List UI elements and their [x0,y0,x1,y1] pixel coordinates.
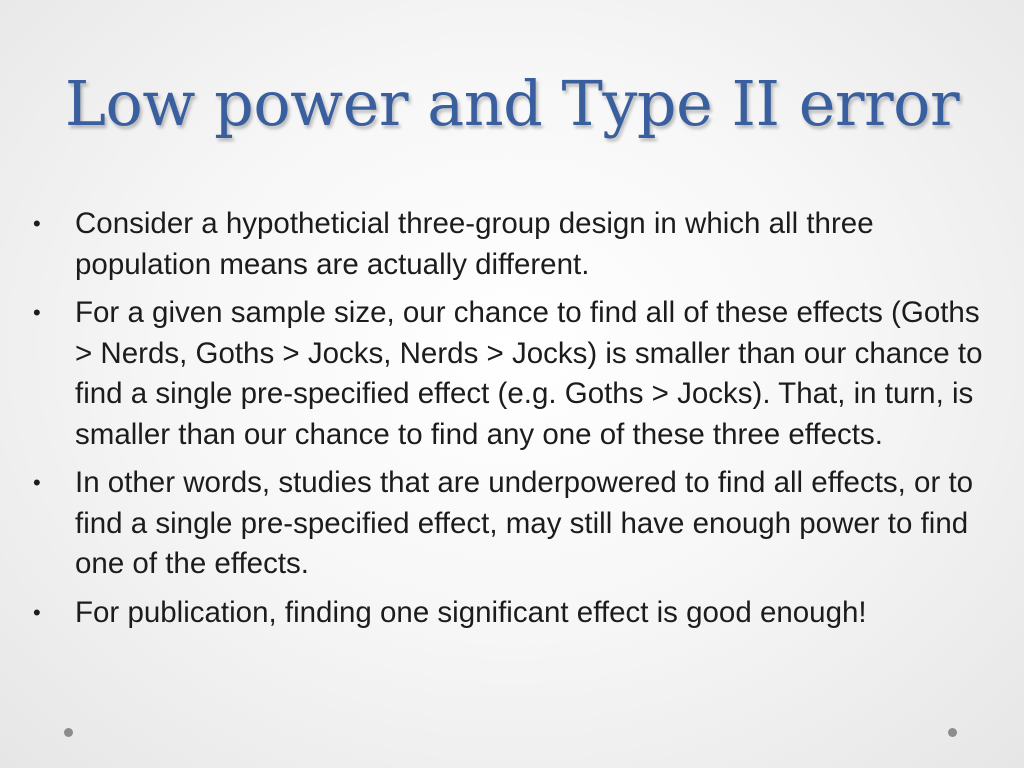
decorative-dot-left-icon [64,728,73,737]
bullet-item [30,204,990,285]
bullet-text: In other words, studies that are underpowered to find all effects, or to find a single pre-specified effect, may still have enough power to find one of the effects. [75,466,974,580]
slide-title: Low power and Type II error [64,67,960,140]
bullet-dot-icon: • [33,300,41,325]
bullet-item [30,463,990,585]
bullet-text: For a given sample size, our chance to find all of these effects (Goths > Nerds, Goths > Jocks, Nerds > Jocks) is smaller than our chance to find a single pre-specified effect (e.g. Goths > Jocks). That, in turn, is smaller than our chance to find any one of these three effects. [75,296,983,451]
bullet-list [30,204,990,641]
bullet-text: Consider a hypotheticial three-group design in which all three population means are actually different. [75,207,874,281]
bullet-item [30,293,990,455]
bullet-item [30,593,990,634]
bullet-dot-icon: • [33,470,41,495]
decorative-dot-right-icon [948,728,957,737]
bullet-text: For publication, finding one significant effect is good enough! [75,595,867,629]
bullet-dot-icon: • [33,211,41,236]
bullet-dot-icon: • [33,599,41,625]
